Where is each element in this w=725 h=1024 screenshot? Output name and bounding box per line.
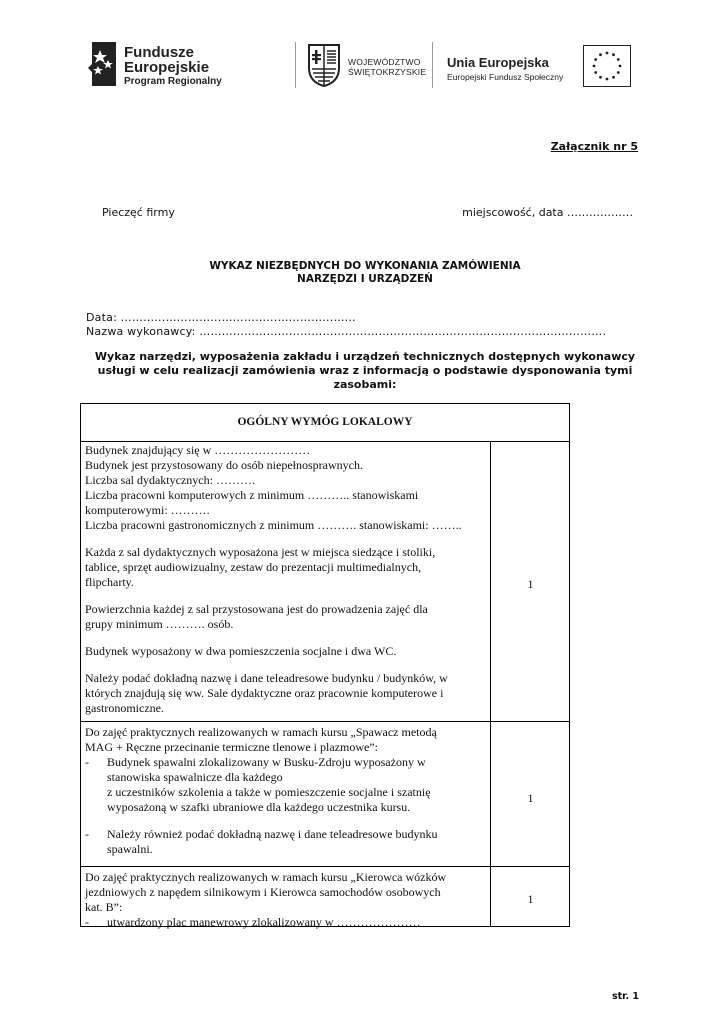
table-row-1-description [85, 443, 489, 716]
row2-bullet-2-line: Należy również podać dokładną nazwę i dane teleadresowe budynku [107, 827, 438, 841]
row1-line: których znajdują się ww. Sale dydaktyczne oraz pracownie komputerowe i [85, 686, 444, 700]
fe-logo-line1: Fundusze [124, 44, 194, 61]
row2-bullet-1 [85, 755, 489, 815]
table-row-divider-1 [80, 721, 570, 722]
row1-line: Budynek jest przystosowany do osób niepełnosprawnych. [85, 458, 363, 472]
bullet-dash: - [85, 827, 89, 841]
logo-divider-right [432, 42, 433, 88]
row2-bullet-1-line: Budynek spawalni zlokalizowany w Busku-Zdroju wyposażony w [107, 755, 426, 769]
fe-logo-line2: Europejskie [124, 59, 210, 76]
eu-flag-icon [583, 45, 631, 87]
row2-bullet-1-line: wyposażoną w szafki ubraniowe dla każdego uczestnika kursu. [107, 800, 411, 814]
place-date-label: miejscowość, data ……………… [462, 206, 633, 219]
row1-line: Liczba sal dydaktycznych: ………. [85, 473, 255, 487]
eu-logo-text [447, 55, 563, 83]
bullet-dash: - [85, 915, 89, 929]
row3-intro: Do zajęć praktycznych realizowanych w ramach kursu „Kierowca wózków [85, 870, 447, 884]
region-logo-text [348, 57, 426, 77]
table-row-1-quantity: 1 [527, 577, 534, 591]
row2-bullet-1-line: z uczestników szkolenia a także w pomieszczenie socjalne i szatnię [107, 785, 431, 799]
table-row-3-description [85, 870, 489, 930]
table-row-2-description [85, 725, 489, 857]
date-field: Data: ……………………………………………………… [86, 311, 356, 324]
row1-line: gastronomiczne. [85, 701, 164, 715]
eu-logo-subtitle: Europejski Fundusz Społeczny [447, 72, 564, 82]
row2-bullet-2 [85, 827, 489, 857]
row1-line: grupy minimum ………. osób. [85, 617, 234, 631]
row1-line: Liczba pracowni gastronomicznych z minimum ………. stanowiskami: …….. [85, 518, 462, 532]
list-description-line3: zasobami: [333, 378, 397, 391]
row2-bullet-1-line: stanowiska spawalnicze dla każdego [107, 770, 283, 784]
bullet-dash: - [85, 755, 89, 769]
row1-line: flipcharty. [85, 575, 134, 589]
table-header: OGÓLNY WYMÓG LOKALOWY [80, 403, 570, 442]
list-description-line2: usługi w celu realizacji zamówienia wraz z informacją o podstawie dysponowania tymi [97, 364, 633, 377]
fundusze-europejskie-logo-text [124, 45, 222, 88]
table-row-3-quantity: 1 [527, 892, 534, 906]
row1-line: Liczba pracowni komputerowych z minimum ……….. stanowiskami [85, 488, 419, 502]
row3-intro: kat. B”: [85, 900, 123, 914]
row1-line: Każda z sal dydaktycznych wyposażona jest w miejsca siedzące i stoliki, [85, 545, 436, 559]
document-title-line2: NARZĘDZI I URZĄDZEŃ [297, 273, 433, 285]
logo-divider-left [295, 42, 296, 88]
requirements-table [80, 403, 570, 927]
document-title-line1: WYKAZ NIEZBĘDNYCH DO WYKONANIA ZAMÓWIENIA [209, 260, 521, 272]
row1-line: Budynek wyposażony w dwa pomieszczenia socjalne i dwa WC. [85, 644, 397, 658]
page-number: str. 1 [611, 991, 639, 1002]
row1-line: Powierzchnia każdej z sal przystosowana jest do prowadzenia zajęć dla [85, 602, 428, 616]
region-logo-line1: WOJEWÓDZTWO [348, 57, 421, 67]
document-title [80, 260, 650, 286]
table-row-2-quantity: 1 [527, 791, 534, 805]
row2-intro: MAG + Ręczne przecinanie termiczne tlenowe i plazmowe”: [85, 740, 378, 754]
attachment-number: Załącznik nr 5 [550, 140, 638, 153]
row2-intro: Do zajęć praktycznych realizowanych w ramach kursu „Spawacz metodą [85, 725, 437, 739]
row3-intro: jezdniowych z napędem silnikowym i Kierowca samochodów osobowych [85, 885, 441, 899]
eu-logo-title: Unia Europejska [447, 55, 549, 70]
company-stamp-label: Pieczęć firmy [102, 206, 175, 219]
row3-bullet-1-line: utwardzony plac manewrowy zlokalizowany w ………………… [107, 915, 421, 929]
region-crest-icon [306, 42, 342, 88]
fundusze-europejskie-logo-mark [86, 40, 118, 88]
table-column-divider [490, 441, 491, 927]
row1-line: Należy podać dokładną nazwę i dane teleadresowe budynku / budynków, w [85, 671, 448, 685]
row3-bullet-1 [85, 915, 489, 930]
row1-line: tablice, sprzęt audiowizualny, zestaw do prezentacji multimedialnych, [85, 560, 422, 574]
region-logo-line2: ŚWIĘTOKRZYSKIE [348, 67, 427, 77]
row2-bullet-2-line: spawalni. [107, 842, 153, 856]
list-description-line1: Wykaz narzędzi, wyposażenia zakładu i urządzeń technicznych dostępnych wykonawcy [94, 350, 636, 363]
row1-line: Budynek znajdujący się w …………………… [85, 443, 311, 457]
row1-line: komputerowymi: ………. [85, 503, 210, 517]
fe-logo-line3: Program Regionalny [124, 76, 222, 87]
list-description [80, 350, 650, 392]
table-row-divider-2 [80, 866, 570, 867]
contractor-name-field: Nazwa wykonawcy: ………………………………………………………………………………………………. [86, 325, 607, 338]
